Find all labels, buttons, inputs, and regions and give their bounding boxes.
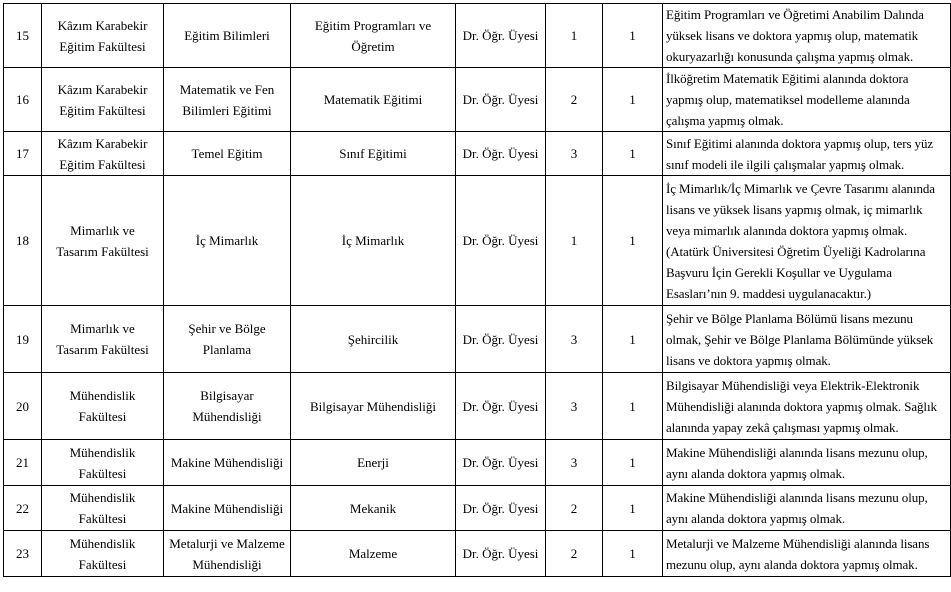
positions-table [3, 3, 951, 577]
requirements-cell-line: Mühendisliği alanında doktora yapmış olmak. Sağlık [666, 398, 937, 414]
department-cell-line: Bilimleri Eğitimi [182, 102, 272, 118]
position-count-cell: 1 [603, 486, 663, 531]
department-cell [164, 68, 291, 132]
program-cell-line: Şehircilik [347, 331, 399, 347]
degree-cell: 3 [546, 132, 603, 176]
program-cell-line: Malzeme [348, 546, 398, 561]
faculty-cell [42, 531, 164, 577]
faculty-cell-line: Mühendislik [69, 535, 136, 551]
table-row [4, 176, 951, 306]
department-cell-line: Makine Mühendisliği [170, 500, 284, 516]
requirements-cell [663, 486, 951, 531]
position-count-cell: 1 [603, 4, 663, 68]
department-cell [164, 132, 291, 176]
faculty-cell-line: Fakültesi [78, 409, 127, 424]
department-cell-line: Bilgisayar [200, 388, 254, 403]
requirements-cell-line: mezunu olup, aynı alanda doktora yapmış olmak. [666, 556, 918, 572]
faculty-cell [42, 373, 164, 440]
faculty-cell-line: Eğitim Fakültesi [59, 156, 146, 172]
faculty-cell-line: Mimarlık ve [70, 222, 135, 238]
program-cell [291, 486, 456, 531]
requirements-cell [663, 176, 951, 306]
faculty-cell-line: Kâzım Karabekir [57, 17, 148, 33]
department-cell [164, 440, 291, 486]
row-number: 19 [4, 306, 42, 373]
requirements-cell [663, 132, 951, 176]
department-cell-line: Temel Eğitim [191, 146, 263, 161]
faculty-cell [42, 176, 164, 306]
requirements-cell-line: Makine Mühendisliği alanında lisans mezunu olup, [666, 490, 928, 505]
faculty-cell-line: Tasarım Fakültesi [56, 243, 149, 259]
row-number: 20 [4, 373, 42, 440]
program-cell [291, 4, 456, 68]
program-cell [291, 132, 456, 176]
degree-cell: 2 [546, 68, 603, 132]
degree-cell: 2 [546, 531, 603, 577]
department-cell-line: Makine Mühendisliği [170, 455, 284, 470]
academic-title-cell: Dr. Öğr. Üyesi [456, 306, 546, 373]
academic-title-cell: Dr. Öğr. Üyesi [456, 68, 546, 132]
department-cell-line: Mühendisliği [192, 409, 262, 424]
position-count-cell: 1 [603, 306, 663, 373]
faculty-cell-line: Mühendislik [69, 444, 136, 460]
degree-cell: 3 [546, 373, 603, 440]
academic-title-cell: Dr. Öğr. Üyesi [456, 176, 546, 306]
faculty-cell-line: Fakültesi [78, 465, 127, 481]
position-count-cell: 1 [603, 373, 663, 440]
requirements-cell-line: Bilgisayar Mühendisliği veya Elektrik-Elektronik [666, 377, 920, 393]
requirements-cell-line: Başvuru İçin Gerekli Koşullar ve Uygulama [666, 264, 892, 280]
program-cell-line: Sınıf Eğitimi [339, 146, 407, 161]
faculty-cell-line: Fakültesi [78, 556, 127, 572]
faculty-cell-line: Mühendislik [69, 490, 136, 505]
requirements-cell [663, 440, 951, 486]
position-count-cell: 1 [603, 440, 663, 486]
department-cell [164, 486, 291, 531]
requirements-cell-line: çalışma yapmış olmak. [666, 113, 784, 128]
degree-cell: 2 [546, 486, 603, 531]
table-row [4, 373, 951, 440]
academic-title-cell: Dr. Öğr. Üyesi [456, 132, 546, 176]
academic-title-cell: Dr. Öğr. Üyesi [456, 440, 546, 486]
requirements-cell-line: Şehir ve Bölge Planlama Bölümü lisans mezunu [666, 310, 913, 326]
table-row [4, 531, 951, 577]
program-cell [291, 306, 456, 373]
requirements-cell-line: yapmış olup, matematiksel modelleme alanında [666, 92, 910, 107]
table-row [4, 4, 951, 68]
program-cell [291, 68, 456, 132]
academic-title-cell: Dr. Öğr. Üyesi [456, 486, 546, 531]
academic-title-cell: Dr. Öğr. Üyesi [456, 373, 546, 440]
table-row [4, 440, 951, 486]
faculty-cell [42, 132, 164, 176]
degree-cell: 1 [546, 176, 603, 306]
requirements-cell-line: aynı alanda doktora yapmış olmak. [666, 465, 846, 481]
row-number: 17 [4, 132, 42, 176]
department-cell-line: Matematik ve Fen [179, 81, 275, 97]
department-cell [164, 176, 291, 306]
department-cell-line: İç Mimarlık [195, 233, 259, 248]
program-cell-line: Mekanik [349, 500, 397, 516]
table-row [4, 306, 951, 373]
position-count-cell: 1 [603, 531, 663, 577]
position-count-cell: 1 [603, 176, 663, 306]
requirements-cell-line: alanında yapay zekâ çalışması yapmış olmak. [666, 419, 899, 435]
requirements-cell [663, 373, 951, 440]
row-number: 16 [4, 68, 42, 132]
program-cell-line: Eğitim Programları ve [314, 17, 432, 33]
program-cell [291, 373, 456, 440]
row-number: 23 [4, 531, 42, 577]
department-cell-line: Şehir ve Bölge [188, 321, 266, 336]
requirements-cell-line: okuryazarlığı konusunda çalışma yapmış olmak. [666, 49, 914, 64]
table-body [4, 4, 951, 577]
program-cell-line: Enerji [357, 455, 389, 470]
position-count-cell: 1 [603, 132, 663, 176]
degree-cell: 1 [546, 4, 603, 68]
faculty-cell-line: Kâzım Karabekir [57, 135, 148, 151]
position-count-cell: 1 [603, 68, 663, 132]
degree-cell: 3 [546, 306, 603, 373]
academic-title-cell: Dr. Öğr. Üyesi [456, 4, 546, 68]
requirements-cell-line: (Atatürk Üniversitesi Öğretim Üyeliği Kadrolarına [666, 243, 926, 259]
requirements-cell-line: olmak, Şehir ve Bölge Planlama Bölümünde yüksek [666, 331, 934, 347]
faculty-cell-line: Mimarlık ve [70, 321, 135, 336]
faculty-cell-line: Mühendislik [69, 388, 136, 403]
department-cell [164, 373, 291, 440]
requirements-cell-line: İç Mimarlık/İç Mimarlık ve Çevre Tasarımı alanında [666, 180, 935, 196]
faculty-cell [42, 68, 164, 132]
requirements-cell-line: lisans ve yüksek lisans yapmış olmak, iç mimarlık [666, 201, 923, 217]
table-row [4, 132, 951, 176]
program-cell-line: İç Mimarlık [341, 233, 405, 248]
requirements-cell-line: veya mimarlık alanında doktora yapmış olmak. [666, 222, 908, 238]
table-row [4, 68, 951, 132]
row-number: 21 [4, 440, 42, 486]
department-cell-line: Planlama [202, 342, 252, 357]
row-number: 22 [4, 486, 42, 531]
program-cell [291, 440, 456, 486]
faculty-cell-line: Fakültesi [78, 511, 127, 526]
table-row [4, 486, 951, 531]
faculty-cell-line: Eğitim Fakültesi [59, 38, 146, 54]
faculty-cell [42, 440, 164, 486]
academic-title-cell: Dr. Öğr. Üyesi [456, 531, 546, 577]
department-cell [164, 306, 291, 373]
department-cell-line: Metalurji ve Malzeme [169, 535, 285, 551]
requirements-cell-line: Makine Mühendisliği alanında lisans mezunu olup, [666, 444, 928, 460]
requirements-cell-line: Eğitim Programları ve Öğretimi Anabilim Dalında [666, 7, 924, 22]
department-cell [164, 4, 291, 68]
department-cell-line: Eğitim Bilimleri [184, 28, 270, 43]
program-cell-line: Matematik Eğitimi [323, 92, 423, 107]
requirements-cell [663, 68, 951, 132]
faculty-cell-line: Tasarım Fakültesi [56, 342, 149, 357]
row-number: 18 [4, 176, 42, 306]
row-number: 15 [4, 4, 42, 68]
requirements-cell-line: yüksek lisans ve doktora yapmış olup, matematik [666, 28, 919, 43]
requirements-cell-line: Metalurji ve Malzeme Mühendisliği alanında lisans [666, 535, 930, 551]
requirements-cell [663, 531, 951, 577]
faculty-cell [42, 4, 164, 68]
requirements-cell-line: Sınıf Eğitimi alanında doktora yapmış olup, ters yüz [666, 135, 934, 151]
requirements-cell [663, 4, 951, 68]
program-cell [291, 176, 456, 306]
requirements-cell [663, 306, 951, 373]
program-cell-line: Bilgisayar Mühendisliği [309, 398, 437, 414]
program-cell-line: Öğretim [351, 38, 395, 54]
faculty-cell [42, 306, 164, 373]
requirements-cell-line: lisans ve doktora yapmış olmak. [666, 352, 831, 368]
department-cell-line: Mühendisliği [192, 556, 262, 572]
requirements-cell-line: Esasları’nın 9. maddesi uygulanacaktır.) [666, 285, 872, 301]
requirements-cell-line: İlköğretim Matematik Eğitimi alanında doktora [666, 71, 909, 86]
faculty-cell-line: Eğitim Fakültesi [59, 102, 146, 118]
faculty-cell [42, 486, 164, 531]
department-cell [164, 531, 291, 577]
degree-cell: 3 [546, 440, 603, 486]
faculty-cell-line: Kâzım Karabekir [57, 81, 148, 97]
requirements-cell-line: aynı alanda doktora yapmış olmak. [666, 511, 846, 526]
requirements-cell-line: sınıf modeli ile ilgili çalışmalar yapmış olmak. [666, 156, 905, 172]
program-cell [291, 531, 456, 577]
